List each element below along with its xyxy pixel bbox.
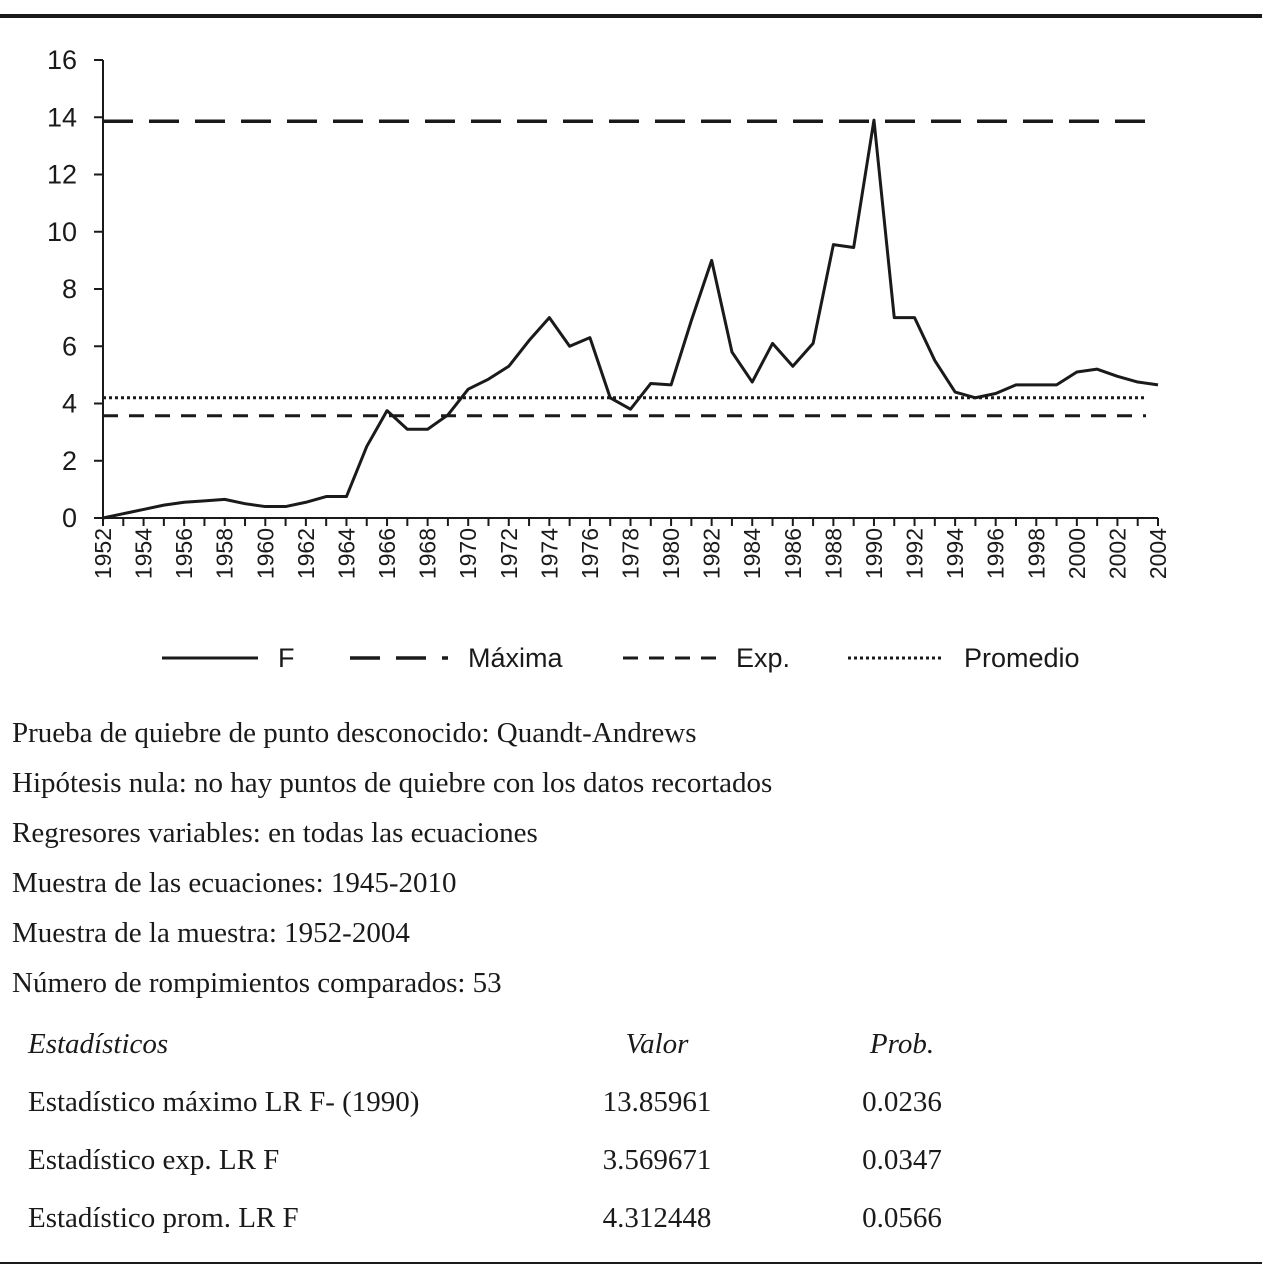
header-prob: Prob. (869, 1028, 935, 1060)
note-regressors: Regresores variables: en todas las ecuaciones (12, 817, 538, 849)
x-tick-label: 2002 (1104, 528, 1131, 580)
y-tick-label: 8 (61, 274, 77, 304)
x-tick-label: 1992 (901, 528, 928, 580)
x-tick-label: 1962 (292, 528, 319, 580)
legend-label: Promedio (964, 643, 1080, 673)
x-tick-label: 1974 (536, 528, 563, 580)
stat-prob: 0.0566 (862, 1202, 942, 1234)
x-tick-label: 1966 (374, 528, 401, 580)
statistics-table (0, 1028, 1000, 1260)
bottom-rule (0, 1262, 1262, 1264)
y-tick-label: 4 (61, 388, 77, 419)
header-statistics: Estadísticos (28, 1028, 169, 1060)
x-tick-label: 1954 (130, 528, 157, 580)
header-value: Valor (625, 1028, 689, 1060)
legend-label: Exp. (736, 643, 791, 673)
table-row (0, 1202, 1000, 1260)
x-tick-label: 1978 (617, 528, 644, 580)
stat-prob: 0.0236 (862, 1086, 942, 1118)
x-tick-label: 1998 (1023, 528, 1050, 580)
y-tick-label: 6 (61, 331, 77, 362)
table-row (0, 1144, 1000, 1202)
x-tick-label: 1972 (495, 528, 522, 580)
x-tick-label: 1960 (252, 528, 279, 580)
note-test-name: Prueba de quiebre de punto desconocido: Quandt-Andrews (12, 717, 697, 749)
y-tick-label: 14 (46, 102, 77, 133)
y-tick-label: 0 (61, 503, 77, 533)
x-tick-label: 1956 (171, 528, 198, 580)
stat-label: Estadístico prom. LR F (28, 1202, 299, 1234)
x-tick-label: 2004 (1145, 528, 1171, 580)
stat-value: 3.569671 (602, 1144, 712, 1176)
quandt-andrews-chart (0, 20, 1268, 700)
y-tick-label: 2 (61, 445, 77, 476)
x-tick-label: 1988 (820, 528, 847, 580)
stat-value: 4.312448 (602, 1202, 712, 1234)
x-tick-label: 1958 (211, 528, 238, 580)
x-tick-label: 1980 (658, 528, 685, 580)
test-notes (12, 708, 772, 1008)
stat-label: Estadístico exp. LR F (28, 1144, 280, 1176)
note-equation-sample: Muestra de las ecuaciones: 1945-2010 (12, 867, 457, 899)
note-breaks-compared: Número de rompimientos comparados: 53 (12, 967, 502, 999)
series-f-line (103, 120, 1158, 518)
x-tick-label: 2000 (1063, 528, 1090, 580)
x-tick-label: 1994 (942, 528, 969, 580)
note-null-hypothesis: Hipótesis nula: no hay puntos de quiebre con los datos recortados (12, 767, 773, 799)
top-rule (0, 14, 1262, 18)
x-tick-label: 1990 (860, 528, 887, 580)
plot-area (103, 120, 1158, 518)
stat-prob: 0.0347 (862, 1144, 942, 1176)
table-row (0, 1086, 1000, 1144)
x-tick-label: 1996 (982, 528, 1009, 580)
x-tick-label: 1976 (576, 528, 603, 580)
y-tick-label: 12 (46, 159, 77, 190)
legend-label: Máxima (468, 643, 563, 673)
legend-label: F (278, 643, 295, 673)
note-test-sample: Muestra de la muestra: 1952-2004 (12, 917, 410, 949)
x-tick-label: 1968 (414, 528, 441, 580)
x-tick-label: 1984 (739, 528, 766, 580)
x-tick-label: 1970 (455, 528, 482, 580)
stat-value: 13.85961 (602, 1086, 712, 1118)
chart-legend (162, 643, 1080, 673)
x-tick-label: 1952 (90, 528, 116, 580)
x-tick-label: 1982 (698, 528, 725, 580)
x-tick-label: 1964 (333, 528, 360, 580)
stat-label: Estadístico máximo LR F- (1990) (28, 1086, 420, 1118)
y-tick-label: 10 (46, 216, 77, 247)
table-header-row (0, 1028, 1000, 1086)
y-tick-label: 16 (46, 45, 77, 75)
x-tick-label: 1986 (779, 528, 806, 580)
